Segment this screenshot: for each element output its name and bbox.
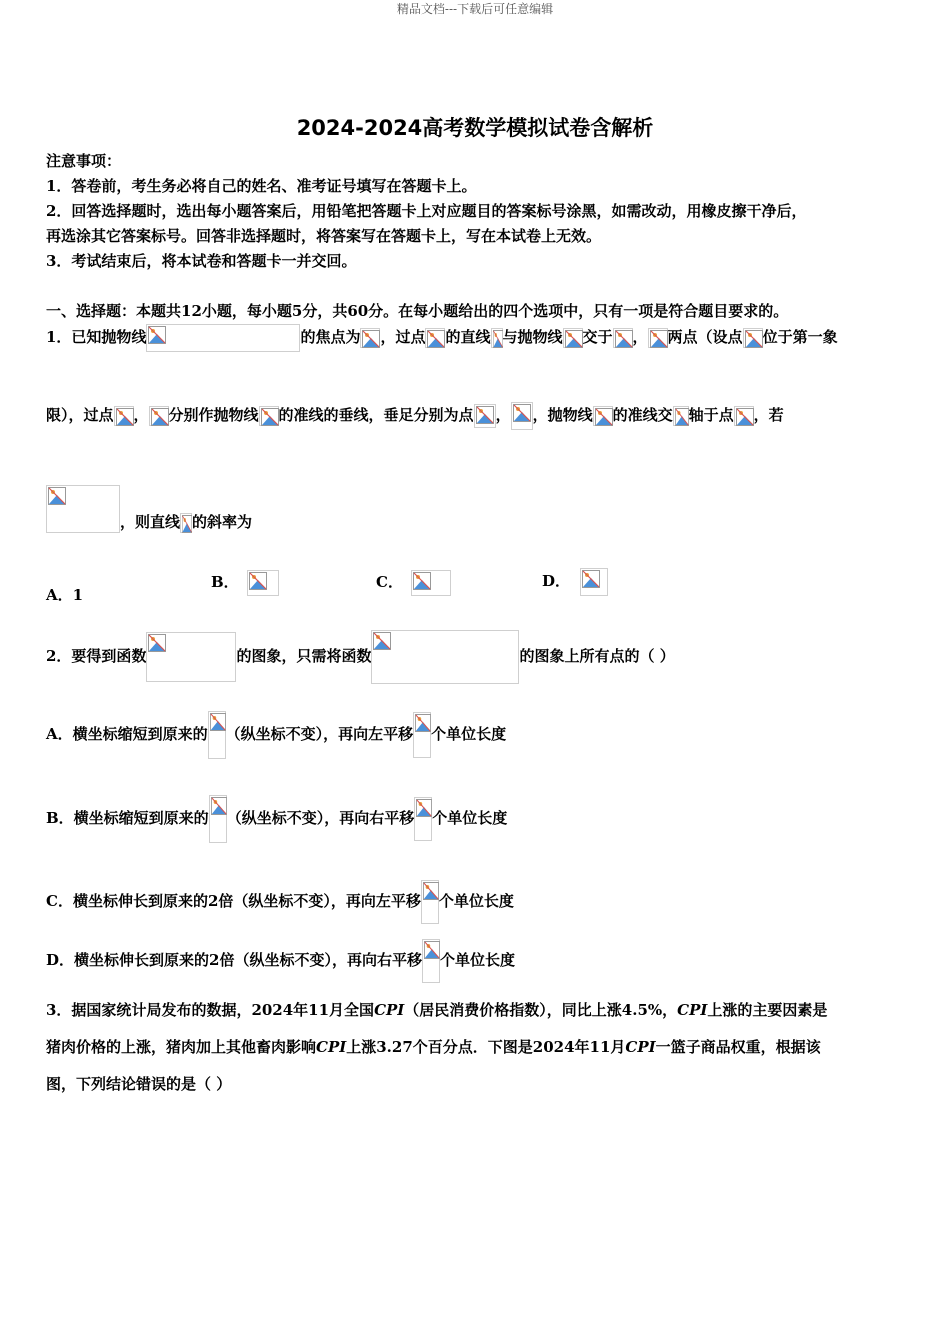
formula-image — [563, 328, 583, 348]
formula-image — [247, 570, 279, 596]
formula-image — [580, 568, 608, 596]
formula-image — [146, 324, 300, 352]
broken-image-icon — [413, 572, 431, 590]
formula-image — [414, 797, 432, 841]
broken-image-icon — [116, 408, 134, 426]
broken-image-icon — [210, 713, 226, 731]
notice-item-1: 1．答卷前，考生务必将自己的姓名、准考证号填写在答题卡上。 — [46, 177, 477, 195]
formula-image — [422, 939, 440, 983]
broken-image-icon — [362, 330, 380, 348]
broken-image-icon — [182, 515, 192, 533]
broken-image-icon — [650, 330, 668, 348]
broken-image-icon — [261, 408, 279, 426]
broken-image-icon — [148, 634, 166, 652]
notice-heading: 注意事项： — [46, 152, 122, 170]
page-title: 2024-2024高考数学模拟试卷含解析 — [296, 116, 654, 140]
notice-item-3: 3．考试结束后，将本试卷和答题卡一并交回。 — [46, 252, 357, 270]
broken-image-icon — [493, 330, 503, 348]
q1-option-a[interactable]: A．1 — [46, 586, 84, 604]
formula-image — [648, 328, 668, 348]
formula-image — [425, 328, 445, 348]
notice-item-2: 2．回答选择题时，选出每小题答案后，用铅笔把答题卡上对应题目的答案标号涂黑，如需改动，用橡皮擦干净后， — [46, 202, 807, 220]
broken-image-icon — [48, 487, 66, 505]
q1-text: 1．已知抛物线 — [46, 328, 147, 346]
broken-image-icon — [373, 632, 391, 650]
q2-option-c[interactable]: C．横坐标伸长到原来的2倍（纵坐标不变），再向左平移 个单位长度 — [46, 880, 514, 924]
formula-image — [474, 404, 496, 428]
q3-line-2: 猪肉价格的上涨，猪肉加上其他畜肉影响CPI上涨3.27个百分点．下图是2024年11月CPI一篮子商品权重，根据该 — [46, 1038, 821, 1056]
formula-image — [259, 406, 279, 426]
formula-image — [413, 712, 431, 758]
notice-item-2-cont: 再选涂其它答案标号。回答非选择题时，将答案写在答题卡上，写在本试卷上无效。 — [46, 227, 602, 245]
formula-image — [491, 328, 503, 348]
broken-image-icon — [427, 330, 445, 348]
q3-line-3: 图，下列结论错误的是（ ） — [46, 1075, 232, 1093]
q1-line-2: 限），过点 ， 分别作抛物线 的准线的垂线，垂足分别为点 ， ，抛物线 的准线交 轴于点 ，若 — [46, 402, 784, 430]
q1-line-1: 1．已知抛物线 的焦点为 ，过点 的直线 与抛物线 交于 ， 两点（设点 位于第一象 — [46, 324, 838, 352]
formula-image — [673, 406, 689, 426]
formula-image — [180, 513, 192, 533]
broken-image-icon — [675, 408, 689, 426]
formula-image — [734, 406, 754, 426]
broken-image-icon — [595, 408, 613, 426]
q1-line-3: ，则直线 的斜率为 — [46, 485, 252, 533]
formula-image — [613, 328, 633, 348]
formula-image — [46, 485, 120, 533]
broken-image-icon — [416, 799, 432, 817]
formula-image — [743, 328, 763, 348]
broken-image-icon — [565, 330, 583, 348]
formula-image — [208, 711, 226, 759]
broken-image-icon — [148, 326, 166, 344]
q1-option-b[interactable]: B． — [211, 570, 279, 596]
q2-option-d[interactable]: D．横坐标伸长到原来的2倍（纵坐标不变），再向右平移 个单位长度 — [46, 939, 515, 983]
formula-image — [360, 328, 380, 348]
formula-image — [146, 632, 236, 682]
formula-image — [149, 406, 169, 426]
broken-image-icon — [513, 404, 531, 422]
formula-image — [593, 406, 613, 426]
q1-option-c[interactable]: C． — [376, 570, 451, 596]
formula-image — [511, 402, 533, 430]
broken-image-icon — [615, 330, 633, 348]
watermark: 精品文档---下载后可任意编辑 — [396, 2, 554, 16]
formula-image — [411, 570, 451, 596]
q2-option-b[interactable]: B．横坐标缩短到原来的 （纵坐标不变），再向右平移 个单位长度 — [46, 795, 507, 843]
q3-line-1: 3．据国家统计局发布的数据，2024年11月全国CPI（居民消费价格指数），同比上涨4.5%，CPI上涨的主要因素是 — [46, 1001, 828, 1019]
section-heading: 一、选择题：本题共12小题，每小题5分，共60分。在每小题给出的四个选项中，只有一项是符合题目要求的。 — [46, 302, 789, 320]
q1-option-d[interactable]: D． — [542, 568, 608, 596]
formula-image — [114, 406, 134, 426]
broken-image-icon — [151, 408, 169, 426]
broken-image-icon — [736, 408, 754, 426]
broken-image-icon — [582, 570, 600, 588]
broken-image-icon — [424, 941, 440, 959]
broken-image-icon — [415, 714, 431, 732]
formula-image — [421, 880, 439, 924]
broken-image-icon — [211, 797, 227, 815]
broken-image-icon — [249, 572, 267, 590]
formula-image — [371, 630, 519, 684]
broken-image-icon — [745, 330, 763, 348]
q2-stem: 2．要得到函数 的图象，只需将函数 的图象上所有点的（ ） — [46, 630, 675, 684]
q2-option-a[interactable]: A．横坐标缩短到原来的 （纵坐标不变），再向左平移 个单位长度 — [46, 711, 506, 759]
broken-image-icon — [476, 406, 494, 424]
formula-image — [209, 795, 227, 843]
broken-image-icon — [423, 882, 439, 900]
